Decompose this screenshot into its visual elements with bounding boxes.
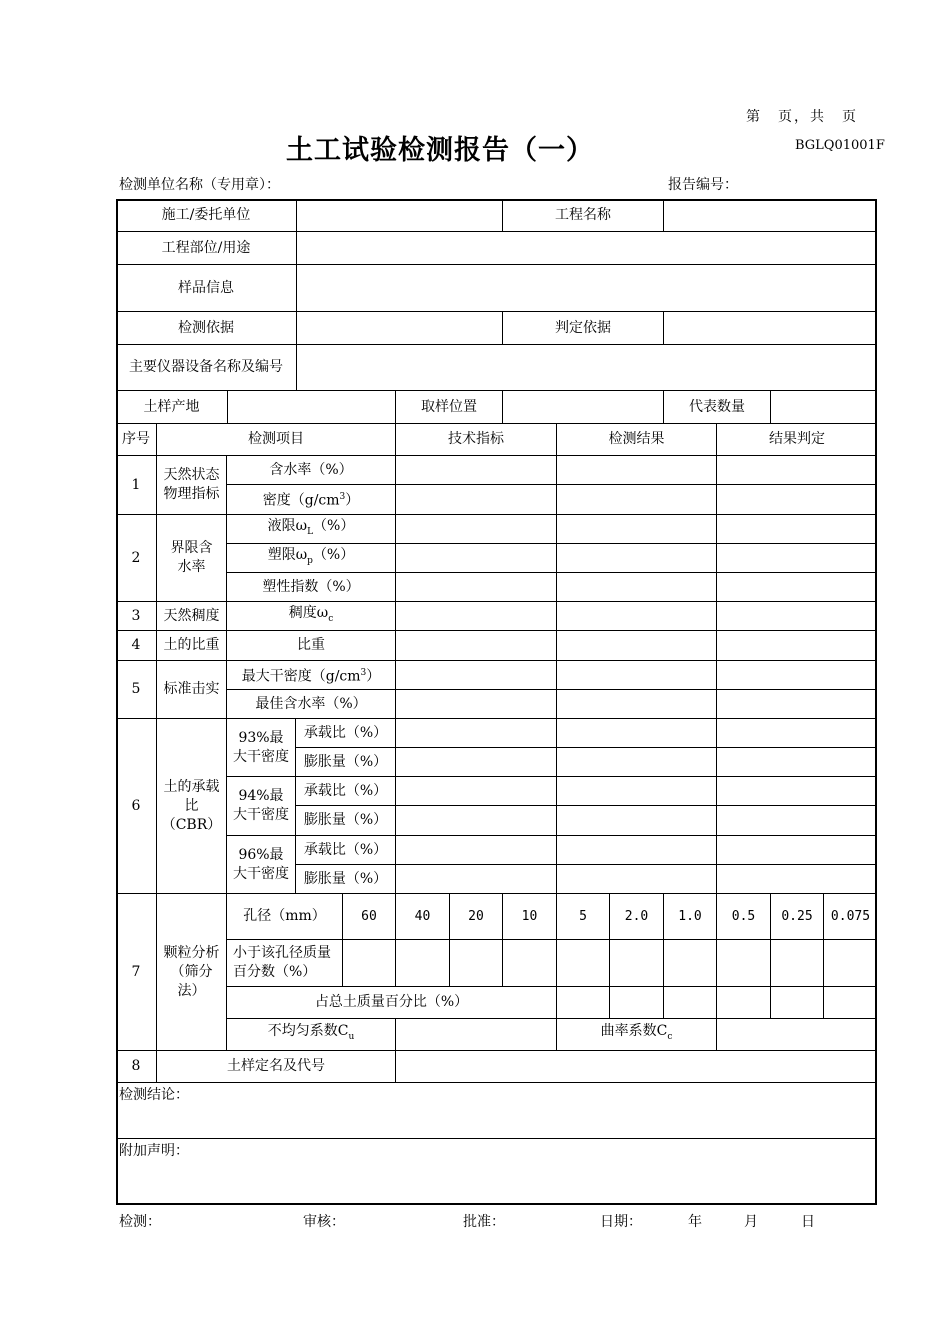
- row1-no: 1: [116, 456, 157, 515]
- sieve-size-2: 40: [396, 894, 450, 940]
- judge-basis-label: 判定依据: [503, 312, 664, 345]
- sieve-size-8: 0.5: [717, 894, 771, 940]
- statement-label: 附加声明：: [119, 1143, 189, 1159]
- basis-label: 检测依据: [116, 312, 297, 345]
- cbr-96-label: 96%最大干密度: [227, 836, 296, 894]
- sieve-size-5: 5: [557, 894, 610, 940]
- plasticity-index-label: 塑性指数（%）: [227, 573, 396, 602]
- client-label: 施工/委托单位: [116, 199, 297, 232]
- sample-label: 样品信息: [116, 265, 297, 312]
- col-spec: 技术指标: [396, 424, 557, 456]
- page-number: 第 页，共 页: [746, 109, 858, 125]
- row5-group: 标准击实: [157, 661, 227, 719]
- report-number-label: 报告编号：: [668, 177, 738, 193]
- sieve-size-6: 2.0: [610, 894, 664, 940]
- location-label: 取样位置: [396, 391, 503, 424]
- testing-unit-label: 检测单位名称（专用章）：: [119, 177, 280, 193]
- equipment-label: 主要仪器设备名称及编号: [116, 345, 297, 391]
- day-label: 日: [801, 1214, 815, 1230]
- sieve-size-9: 0.25: [771, 894, 824, 940]
- cbr-94-bearing-label: 承载比（%）: [296, 777, 396, 806]
- sieve-size-3: 20: [450, 894, 503, 940]
- project-label: 工程名称: [503, 199, 664, 232]
- moisture-content-label: 含水率（%）: [227, 456, 396, 485]
- col-result: 检测结果: [557, 424, 717, 456]
- form-code: BGLQ01001F: [795, 138, 885, 153]
- cbr-96-bearing-label: 承载比（%）: [296, 836, 396, 865]
- sieve-size-1: 60: [343, 894, 396, 940]
- specific-gravity-label: 比重: [227, 631, 396, 661]
- sieve-size-7: 1.0: [664, 894, 717, 940]
- col-item: 检测项目: [157, 424, 396, 456]
- total-percent-label: 占总土质量百分比（%）: [227, 987, 557, 1019]
- row3-group: 天然稠度: [157, 602, 227, 631]
- optimum-moisture-label: 最佳含水率（%）: [227, 690, 396, 719]
- row1-group: 天然状态物理指标: [157, 456, 227, 515]
- col-verdict: 结果判定: [717, 424, 877, 456]
- row6-no: 6: [116, 719, 157, 894]
- cbr-96-swell-label: 膨胀量（%）: [296, 865, 396, 894]
- conclusion-label: 检测结论：: [119, 1087, 189, 1103]
- liquid-limit-label: 液限$\omega_L(\%)$: [227, 515, 396, 544]
- signature-row: [119, 1211, 839, 1231]
- density-label: 密度$(g/cm^3)$: [227, 485, 396, 515]
- max-dry-density-label: 最大干密度$(g/cm^3)$: [227, 661, 396, 690]
- approver-label: 批准：: [463, 1214, 505, 1230]
- cbr-94-label: 94%最大干密度: [227, 777, 296, 836]
- date-label: 日期：: [600, 1214, 642, 1230]
- row6-group: 土的承载比（CBR）: [157, 719, 227, 894]
- part-label: 工程部位/用途: [116, 232, 297, 265]
- row3-no: 3: [116, 602, 157, 631]
- col-no: 序号: [116, 424, 157, 456]
- table-frame: [116, 199, 877, 1205]
- row4-group: 土的比重: [157, 631, 227, 661]
- row5-no: 5: [116, 661, 157, 719]
- report-title: 土工试验检测报告（一）: [286, 135, 594, 166]
- sieve-size-4: 10: [503, 894, 557, 940]
- row2-no: 2: [116, 515, 157, 602]
- year-label: 年: [688, 1214, 702, 1230]
- row2-group: 界限含水率: [157, 515, 227, 602]
- consistency-label: 稠度$\omega_c$: [227, 602, 396, 631]
- sieve-size-label: 孔径（mm）: [227, 894, 343, 940]
- soil-classification-label: 土样定名及代号: [157, 1051, 396, 1083]
- cbr-93-swell-label: 膨胀量（%）: [296, 748, 396, 777]
- origin-label: 土样产地: [116, 391, 228, 424]
- reviewer-label: 审核：: [303, 1214, 345, 1230]
- plastic-limit-label: 塑限$\omega_p(\%)$: [227, 544, 396, 573]
- row7-group: 颗粒分析（筛分法）: [157, 894, 227, 1051]
- row7-no: 7: [116, 894, 157, 1051]
- row4-no: 4: [116, 631, 157, 661]
- cbr-93-label: 93%最大干密度: [227, 719, 296, 777]
- month-label: 月: [744, 1214, 758, 1230]
- curvature-coefficient-label: 曲率系数$C_c$: [557, 1019, 717, 1051]
- uniformity-coefficient-label: 不均匀系数$C_u$: [227, 1019, 396, 1051]
- cbr-94-swell-label: 膨胀量（%）: [296, 806, 396, 836]
- quantity-label: 代表数量: [664, 391, 771, 424]
- row8-no: 8: [116, 1051, 157, 1083]
- passing-percent-label: 小于该孔径质量百分数（%）: [227, 940, 343, 987]
- tester-label: 检测：: [119, 1214, 161, 1230]
- sieve-size-10: 0.075: [824, 894, 877, 940]
- cbr-93-bearing-label: 承载比（%）: [296, 719, 396, 748]
